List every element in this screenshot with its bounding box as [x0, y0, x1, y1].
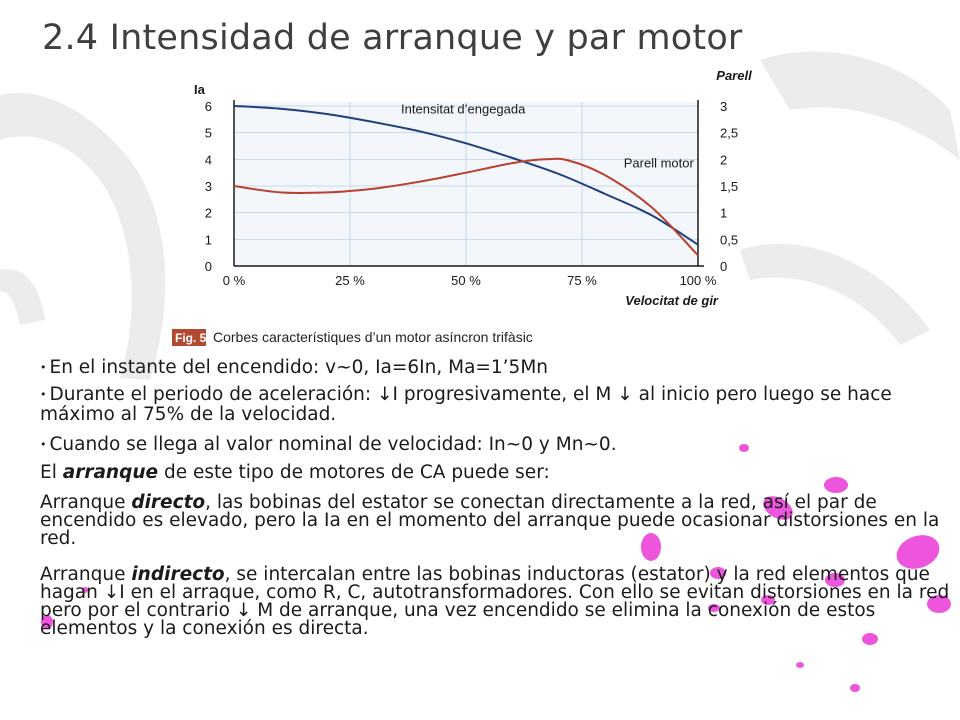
y-right-tick-label: 1: [720, 205, 728, 221]
x-tick-label: 50 %: [451, 273, 481, 288]
figure-caption: [172, 329, 533, 346]
p3-emphasis: indirecto: [131, 564, 225, 585]
y-left-tick-label: 0: [204, 259, 212, 274]
chart-svg: [172, 68, 778, 358]
y-right-tick-label: 2,5: [720, 125, 739, 141]
bullet-1: • En el instante del encendido: v~0, Ia=6In, Ma=1’5Mn: [40, 359, 955, 379]
y-right-tick-label: 0,5: [720, 232, 739, 248]
x-axis-label: Velocitat de gir: [625, 293, 718, 308]
bullet-3: • Cuando se llega al valor nominal de velocidad: In~0 y Mn~0.: [40, 436, 955, 456]
x-tick-label: 100 %: [679, 273, 717, 288]
y-left-tick-label: 3: [204, 179, 212, 194]
page-title: 2.4 Intensidad de arranque y par motor: [42, 18, 743, 58]
p1-text-b: de este tipo de motores de CA puede ser:: [158, 462, 550, 483]
plot-area: [234, 100, 704, 266]
p2-emphasis: directo: [131, 492, 206, 513]
paragraph-arranque-indirecto: [40, 566, 955, 638]
y-right-tick-label: 3: [720, 99, 728, 114]
pink-splash: [796, 662, 804, 668]
y-right-tick-label: 2: [720, 152, 728, 168]
x-tick-label: 25 %: [335, 273, 365, 288]
paragraph-arranque-directo: [40, 494, 955, 548]
y-right-axis-label: Parell: [716, 68, 752, 83]
caption-text: Corbes característiques d’un motor asíncron trifàsic: [213, 329, 533, 345]
x-tick-label: 75 %: [567, 273, 597, 288]
p1-emphasis: arranque: [62, 462, 159, 483]
bullet-2: • Durante el periodo de aceleración: ↓I progresivamente, el M ↓ al inicio pero luego se hace máximo al 75% de la velocidad.: [40, 386, 955, 424]
grey-brush-stroke-right: [760, 52, 960, 160]
y-left-tick-label: 4: [204, 152, 212, 168]
grey-brush-stroke-left-small: [0, 269, 45, 325]
pink-splash: [850, 684, 860, 692]
p2-text-a: Arranque: [40, 492, 132, 513]
series-label: Intensitat d’engegada: [401, 101, 526, 117]
y-left-tick-label: 2: [204, 205, 212, 221]
y-right-tick-label: 0: [720, 259, 728, 274]
motor-characteristics-chart: [172, 68, 778, 358]
p3-text-a: Arranque: [40, 564, 132, 585]
y-left-axis-label: Ia: [194, 82, 205, 97]
x-tick-label: 0 %: [222, 273, 246, 288]
p2-text-b: , las bobinas del estator se conectan directamente a la red, así el par de encendido es elevado, pero la Ia en el momento del arranque puede ocasionar distorsiones en la red.: [40, 492, 940, 549]
grey-brush-stroke-left: [0, 93, 165, 380]
paragraph-arranque-types: [40, 464, 955, 482]
p3-text-b: , se intercalan entre las bobinas inductoras (estator) y la red elementos que hagan ↓I en el arraque, como R, C, autotransformadores. Con ello se evitan distorsiones en la red pero por el contrario ↓ M de arranque, una vez encendido se elimina la conexión de estos elementos y la conexión es directa.: [40, 564, 950, 639]
series-label: Parell motor: [623, 155, 694, 171]
fig-tag: Fig. 5: [175, 331, 207, 345]
y-right-tick-label: 1,5: [720, 179, 739, 194]
p1-text-a: El: [40, 462, 63, 483]
y-left-tick-label: 5: [204, 125, 212, 141]
y-left-tick-label: 6: [204, 99, 212, 114]
y-left-tick-label: 1: [204, 232, 212, 248]
